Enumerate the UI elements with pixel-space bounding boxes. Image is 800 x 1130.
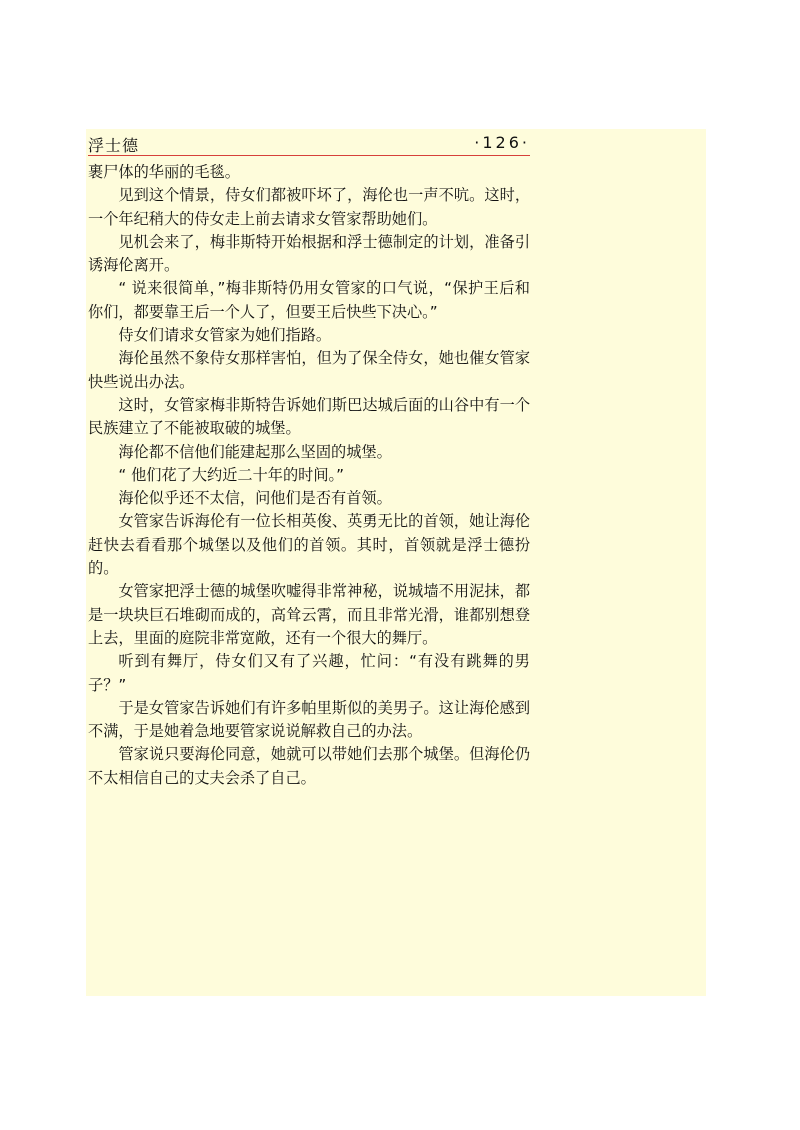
paragraph: 见机会来了，梅非斯特开始根据和浮士德制定的计划，准备引诱海伦离开。 [88, 232, 530, 275]
header-rule [88, 155, 530, 156]
page-number: ·126· [474, 133, 530, 152]
page-header [88, 133, 530, 153]
paragraph: 这时，女管家梅非斯特告诉她们斯巴达城后面的山谷中有一个民族建立了不能被取破的城堡。 [88, 395, 530, 438]
paragraph: “ 他们花了大约近二十年的时间。” [118, 465, 344, 484]
paragraph: 侍女们请求女管家为她们指路。 [118, 326, 332, 345]
paragraph: 海伦都不信他们能建起那么坚固的城堡。 [118, 442, 392, 461]
body-text [88, 161, 530, 790]
paragraph: 海伦似乎还不太信，问他们是否有首领。 [118, 489, 392, 508]
paragraph: 听到有舞厅，侍女们又有了兴趣，忙问：“有没有跳舞的男子？” [88, 652, 530, 694]
paragraph: 海伦虽然不象侍女那样害怕，但为了保全侍女，她也催女管家快些说出办法。 [88, 349, 530, 391]
paragraph: 裹尸体的华丽的毛毯。 [88, 163, 240, 181]
paragraph: 女管家告诉海伦有一位长相英俊、英勇无比的首领，她让海伦赶快去看看那个城堡以及他们的首领。其时，首领就是浮士德扮的。 [88, 512, 530, 578]
paragraph: 于是女管家告诉她们有许多帕里斯似的美男子。这让海伦感到不满，于是她着急地要管家说说解救自己的办法。 [88, 698, 530, 741]
paragraph: 见到这个情景，侍女们都被吓坏了，海伦也一声不吭。这时，一个年纪稍大的侍女走上前去请求女管家帮助她们。 [88, 186, 530, 228]
running-title: 浮士德 [88, 136, 140, 155]
paragraph: 管家说只要海伦同意，她就可以带她们去那个城堡。但海伦仍不太相信自己的丈夫会杀了自己。 [88, 745, 530, 787]
paragraph: “ 说来很简单，”梅非斯特仍用女管家的口气说，“保护王后和你们，都要靠王后一个人了，但要王后快些下决心。” [88, 279, 530, 321]
paragraph: 女管家把浮士德的城堡吹嘘得非常神秘，说城墙不用泥抹，都是一块块巨石堆砌而成的，高耸云霄，而且非常光滑，谁都别想登上去，里面的庭院非常宽敞，还有一个很大的舞厅。 [88, 582, 530, 647]
